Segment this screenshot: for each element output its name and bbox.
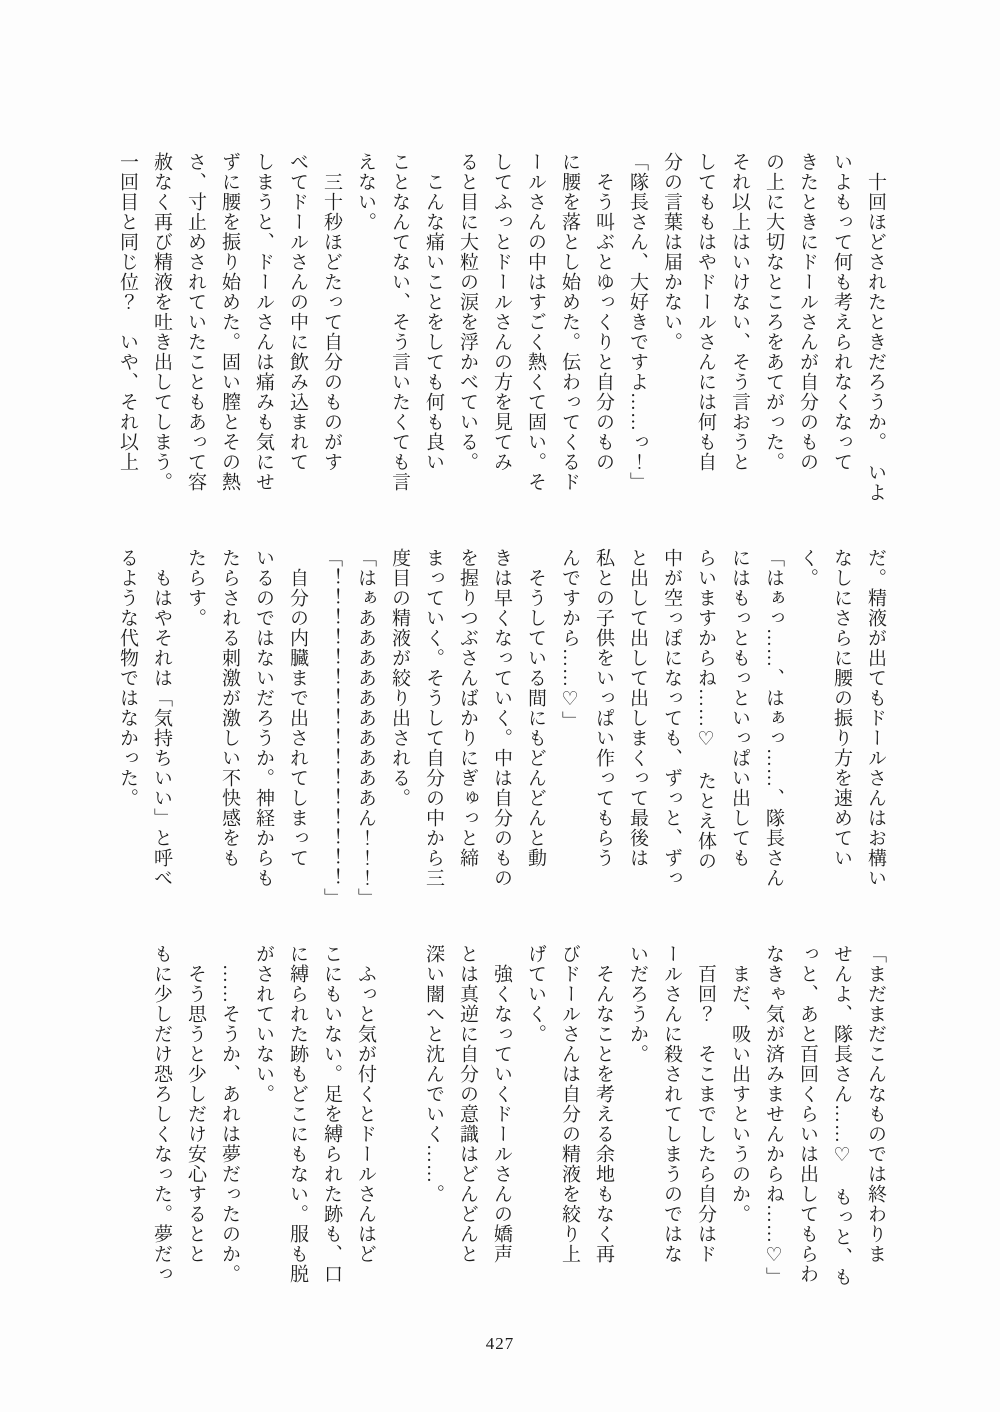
text-column: 強くなっていくドールさんの嬌声 <box>491 944 512 1264</box>
text-column: びドールさんは自分の精液を絞り上 <box>559 944 580 1264</box>
text-column: こんな痛いことをしても何も良い <box>423 152 444 472</box>
text-content-area <box>110 152 892 1318</box>
text-column: ールさんの中はすごく熱くて固い。そ <box>525 152 546 492</box>
text-block-bottom <box>144 944 892 1318</box>
text-column: るような代物ではなかった。 <box>117 548 138 808</box>
text-column: してももはやドールさんには何も自 <box>695 152 716 472</box>
text-column: ールさんに殺されてしまうのではな <box>661 944 682 1264</box>
text-column: んですから……♡」 <box>559 548 580 731</box>
text-column: がされていない。 <box>253 944 274 1104</box>
text-column: 分の言葉は届かない。 <box>661 152 682 352</box>
text-block-middle <box>110 548 892 922</box>
text-column: きは早くなっていく。中は自分のもの <box>491 548 512 888</box>
text-column: なしにさらに腰の振り方を速めてい <box>831 548 852 868</box>
text-column: そう叫ぶとゆっくりと自分のもの <box>593 152 614 472</box>
text-column: えない。 <box>355 152 376 232</box>
text-column: の上に大切なところをあてがった。 <box>763 152 784 472</box>
text-column: いるのではないだろうか。神経からも <box>253 548 274 888</box>
text-column: 三十秒ほどたって自分のものがす <box>321 152 342 472</box>
text-column: らいますからね……♡ たとえ体の <box>695 548 716 871</box>
text-column: こにもいない。足を縛られた跡も、口 <box>321 944 342 1284</box>
text-column: ことなんてない、そう言いたくても言 <box>389 152 410 492</box>
text-column: 「はぁっ……、はぁっ……、隊長さん <box>763 548 784 888</box>
text-column: にはもっともっといっぱい出しても <box>729 548 750 868</box>
text-column: たらされる刺激が激しい不快感をも <box>219 548 240 868</box>
text-column: げていく。 <box>525 944 546 1044</box>
text-column: してふっとドールさんの方を見てみ <box>491 152 512 472</box>
text-column: だ。精液が出てもドールさんはお構い <box>865 548 886 888</box>
text-column: 十回ほどされたときだろうか。 いよ <box>865 152 886 503</box>
text-column: 「まだまだこんなものでは終わりま <box>865 944 886 1264</box>
text-column: に縛られた跡もどこにもない。服も脱 <box>287 944 308 1284</box>
text-column: そう思うと少しだけ安心するとと <box>185 944 206 1264</box>
text-column: べてドールさんの中に飲み込まれて <box>287 152 308 472</box>
text-column: そうしている間にもどんどんと動 <box>525 548 546 868</box>
text-column: く。 <box>797 548 818 588</box>
text-column: もはやそれは「気持ちいい」と呼べ <box>151 548 172 888</box>
text-column: 中が空っぽになっても、ずっと、ずっ <box>661 548 682 888</box>
text-column: 百回？ そこまでしたら自分はド <box>695 944 716 1264</box>
text-column: とは真逆に自分の意識はどんどんと <box>457 944 478 1264</box>
text-column: ずに腰を振り始めた。固い膣とその熱 <box>219 152 240 492</box>
text-column: まだ、吸い出すというのか。 <box>729 944 750 1224</box>
text-column: 「はぁああああああああああん！！！」 <box>355 548 376 908</box>
text-column: たらす。 <box>185 548 206 628</box>
text-column: ……そうか、あれは夢だったのか。 <box>219 944 240 1284</box>
text-column: 私との子供をいっぱい作ってもらう <box>593 548 614 868</box>
text-column: 深い闇へと沈んでいく……。 <box>423 944 444 1204</box>
text-column: を握りつぶさんばかりにぎゅっと締 <box>457 548 478 868</box>
text-column: そんなことを考える余地もなく再 <box>593 944 614 1264</box>
text-column: 度目の精液が絞り出される。 <box>389 548 410 808</box>
text-column: きたときにドールさんが自分のもの <box>797 152 818 472</box>
text-column: ふっと気が付くとドールさんはど <box>355 944 376 1264</box>
text-column: 自分の内臓まで出されてしまって <box>287 548 308 868</box>
text-column: せんよ、隊長さん……♡ もっと、も <box>831 944 852 1287</box>
text-column: それ以上はいけない、そう言おうと <box>729 152 750 472</box>
text-column: もに少しだけ恐ろしくなった。夢だっ <box>151 944 172 1284</box>
text-column: なきゃ気が済みませんからね……♡」 <box>763 944 784 1287</box>
text-block-top <box>110 152 892 526</box>
text-column: まっていく。そうして自分の中から三 <box>423 548 444 888</box>
text-column: いよもって何も考えられなくなって <box>831 152 852 472</box>
text-column: さ、寸止めされていたこともあって容 <box>185 152 206 492</box>
text-column: と出して出して出しまくって最後は <box>627 548 648 868</box>
text-column: 「隊長さん、大好きですよ……っ！」 <box>627 152 648 492</box>
text-column: しまうと、ドールさんは痛みも気にせ <box>253 152 274 492</box>
text-column: 赦なく再び精液を吐き出してしまう。 <box>151 152 172 492</box>
text-column: 「！！！！！！！！！！！！！！！！」 <box>321 548 342 908</box>
text-column: ると目に大粒の涙を浮かべている。 <box>457 152 478 472</box>
text-column: いだろうか。 <box>627 944 648 1064</box>
text-column <box>382 944 416 1318</box>
text-column: に腰を落とし始めた。伝わってくるド <box>559 152 580 492</box>
text-column: っと、あと百回くらいは出してもらわ <box>797 944 818 1284</box>
page-number: 427 <box>485 1334 515 1353</box>
text-column: 一回目と同じ位？ いや、それ以上 <box>117 152 138 472</box>
